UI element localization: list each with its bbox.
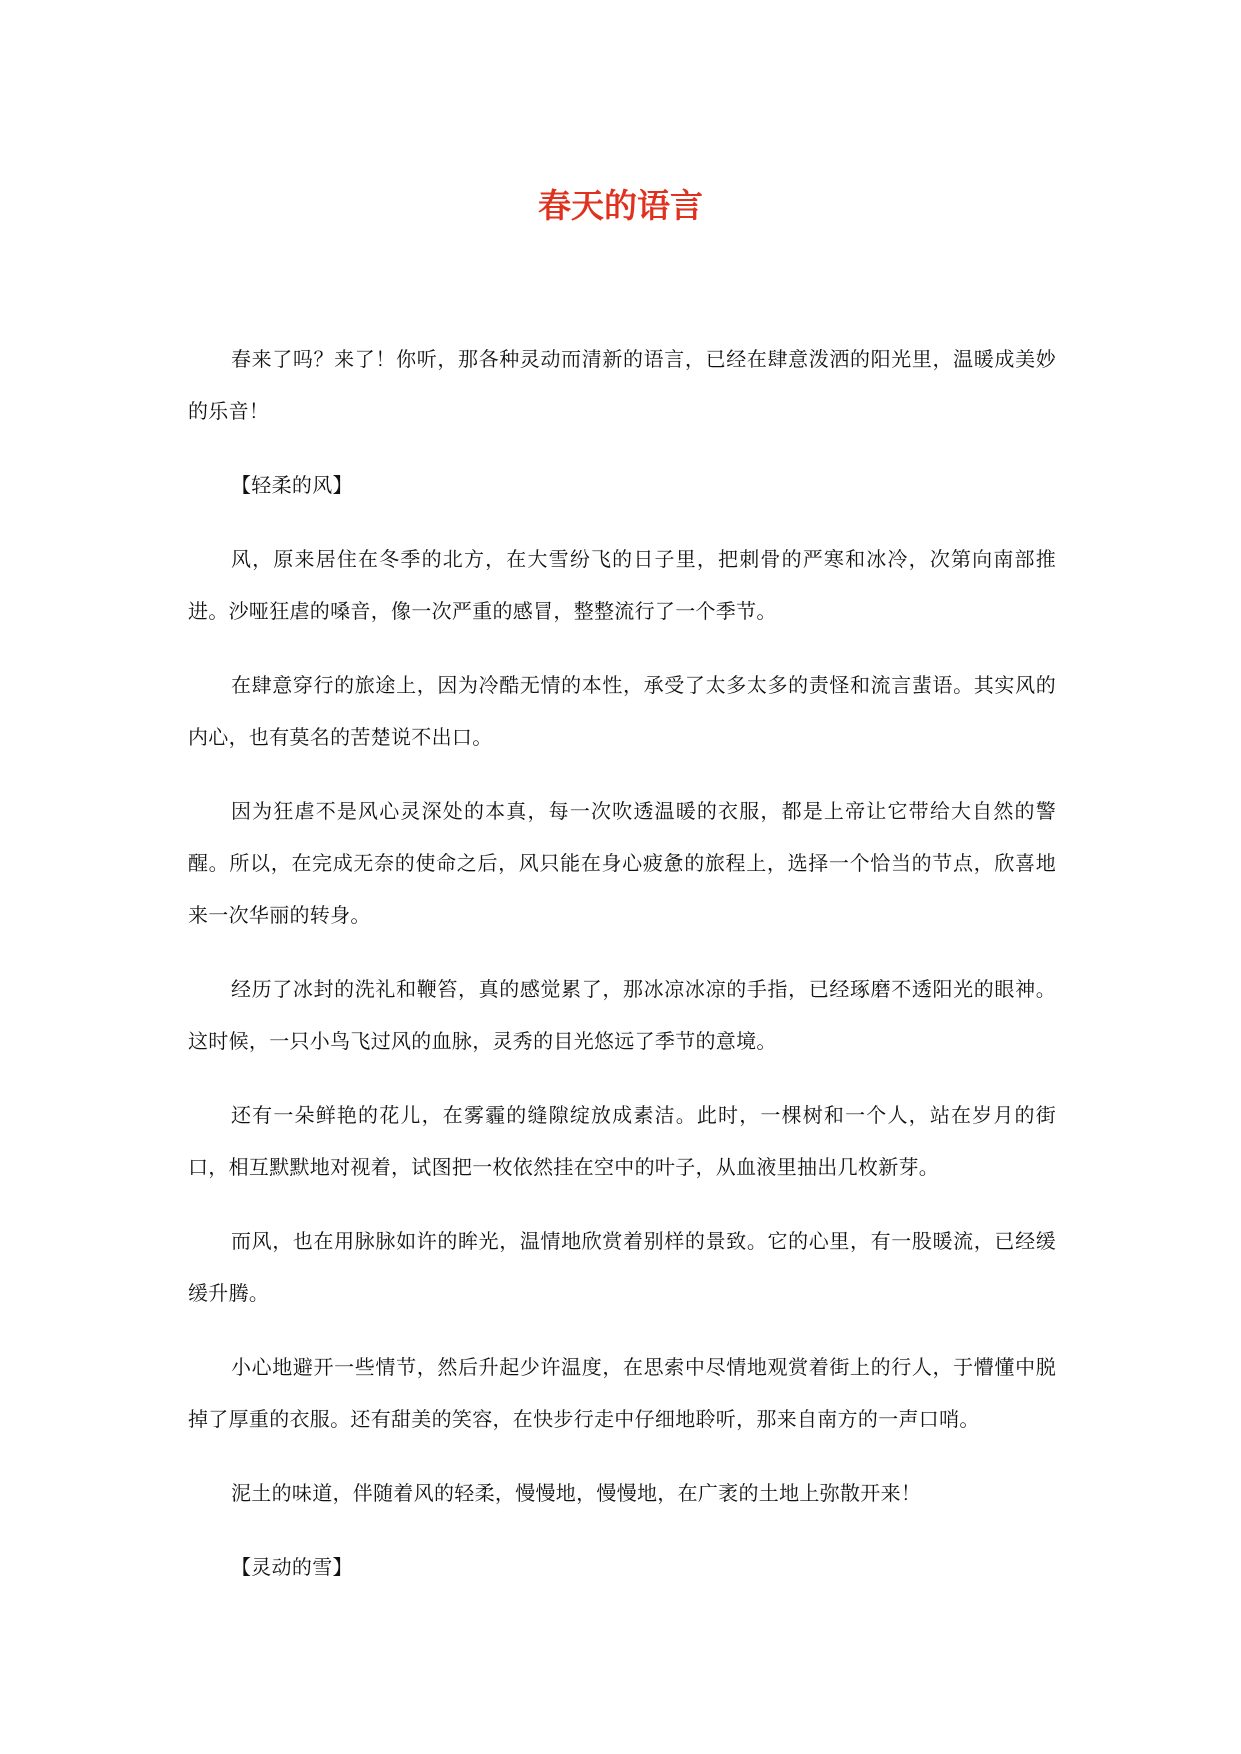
paragraph-intro: 春来了吗？来了！你听，那各种灵动而清新的语言，已经在肆意泼洒的阳光里，温暖成美妙的乐音！: [188, 347, 1056, 423]
paragraph: 风，原来居住在冬季的北方，在大雪纷飞的日子里，把刺骨的严寒和冰冷，次第向南部推进。沙哑狂虐的嗓音，像一次严重的感冒，整整流行了一个季节。: [188, 547, 1056, 623]
paragraph: 还有一朵鲜艳的花儿，在雾霾的缝隙绽放成素洁。此时，一棵树和一个人，站在岁月的街口，相互默默地对视着，试图把一枚依然挂在空中的叶子，从血液里抽出几枚新芽。: [188, 1103, 1056, 1179]
paragraph: 小心地避开一些情节，然后升起少许温度，在思索中尽情地观赏着街上的行人，于懵懂中脱掉了厚重的衣服。还有甜美的笑容，在快步行走中仔细地聆听，那来自南方的一声口哨。: [188, 1355, 1056, 1431]
paragraph: 经历了冰封的洗礼和鞭笞，真的感觉累了，那冰凉冰凉的手指，已经琢磨不透阳光的眼神。这时候，一只小鸟飞过风的血脉，灵秀的目光悠远了季节的意境。: [188, 977, 1056, 1053]
paragraph: 在肆意穿行的旅途上，因为冷酷无情的本性，承受了太多太多的责怪和流言蜚语。其实风的内心，也有莫名的苦楚说不出口。: [188, 673, 1056, 749]
paragraph: 泥土的味道，伴随着风的轻柔，慢慢地，慢慢地，在广袤的土地上弥散开来！: [231, 1481, 922, 1505]
paragraph: 因为狂虐不是风心灵深处的本真，每一次吹透温暖的衣服，都是上帝让它带给大自然的警醒。所以，在完成无奈的使命之后，风只能在身心疲惫的旅程上，选择一个恰当的节点，欣喜地来一次华丽的转身。: [188, 799, 1056, 927]
document-body: [188, 333, 1056, 1615]
section-heading-snow: 【灵动的雪】: [231, 1555, 353, 1579]
paragraph: 而风，也在用脉脉如许的眸光，温情地欣赏着别样的景致。它的心里，有一股暖流，已经缓缓升腾。: [188, 1229, 1056, 1305]
section-heading-wind: 【轻柔的风】: [231, 473, 353, 497]
document-title: 春天的语言: [538, 186, 703, 225]
